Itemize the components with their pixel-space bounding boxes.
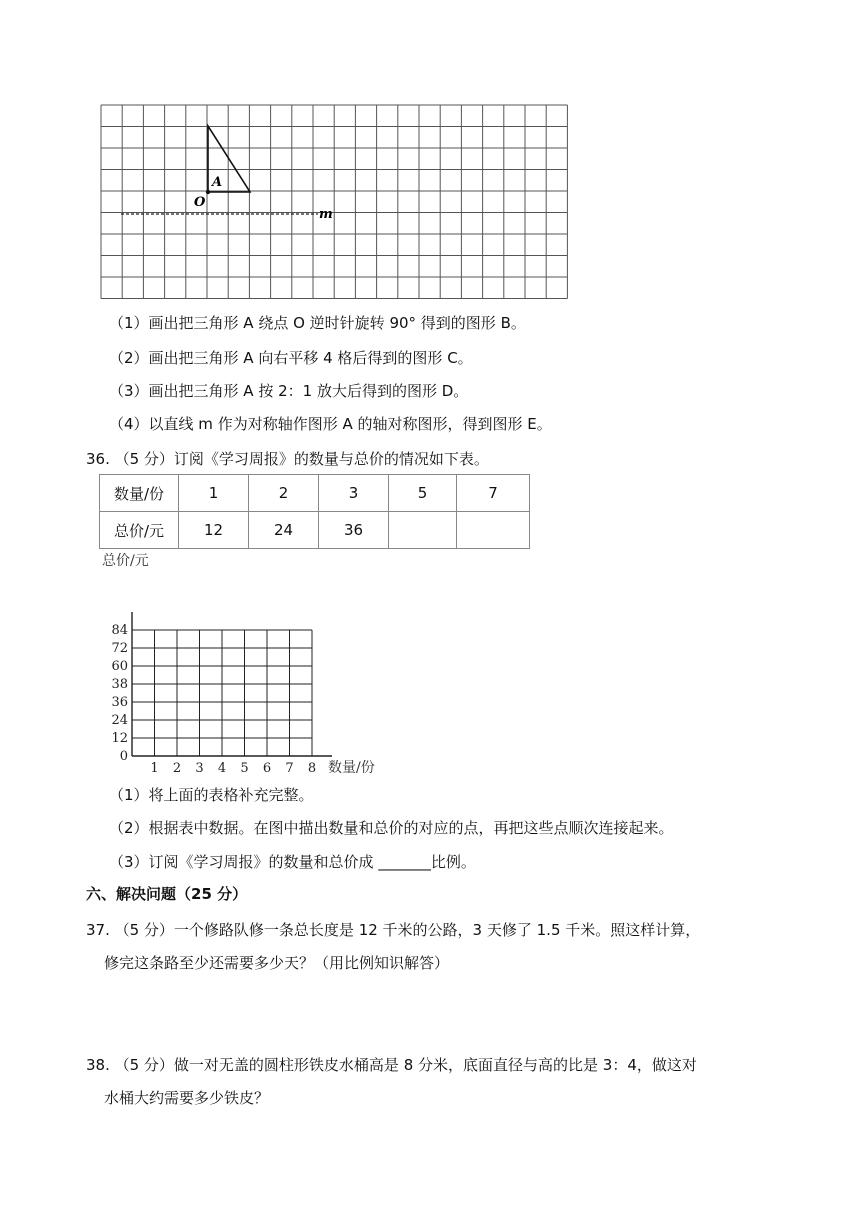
table-row — [100, 475, 530, 512]
y-tick-label: 84 — [111, 623, 128, 638]
q35-item-4: （4）以直线 m 作为对称轴作图形 A 的轴对称图形，得到图形 E。 — [109, 415, 552, 433]
transformation-grid — [100, 104, 572, 304]
q38-line-1: 38. （5 分）做一对无盖的圆柱形铁皮水桶高是 8 分米，底面直径与高的比是 3：4，做这对 — [86, 1056, 697, 1074]
y-tick-label: 24 — [111, 713, 128, 728]
q36-title: 36. （5 分）订阅《学习周报》的数量与总价的情况如下表。 — [86, 450, 489, 468]
origin-label: O — [194, 195, 206, 210]
q35-item-3: （3）画出把三角形 A 按 2：1 放大后得到的图形 D。 — [109, 382, 469, 400]
chart-y-label: 总价/元 — [102, 553, 149, 569]
table-row — [100, 512, 530, 549]
blank-cell[interactable] — [457, 512, 530, 549]
q38-line-2: 水桶大约需要多少铁皮？ — [104, 1089, 270, 1107]
row-label-price: 总价/元 — [100, 512, 179, 549]
y-tick-label: 0 — [119, 749, 128, 764]
triangle-a-label: A — [212, 175, 223, 190]
table-cell: 2 — [249, 475, 319, 512]
table-cell: 1 — [179, 475, 249, 512]
row-label-quantity: 数量/份 — [100, 475, 179, 512]
table-cell: 7 — [457, 475, 530, 512]
x-tick-label: 3 — [195, 761, 204, 776]
x-tick-label: 5 — [240, 761, 249, 776]
x-tick-label: 6 — [262, 761, 272, 776]
q35-item-2: （2）画出把三角形 A 向右平移 4 格后得到的图形 C。 — [109, 349, 473, 367]
q36-item-1: （1）将上面的表格补充完整。 — [109, 786, 314, 804]
quantity-price-table — [99, 474, 530, 549]
q36-item-2: （2）根据表中数据。在图中描出数量和总价的对应的点，再把这些点顺次连接起来。 — [109, 819, 674, 837]
point-o — [206, 190, 210, 194]
table-cell: 5 — [389, 475, 457, 512]
y-tick-label: 36 — [111, 695, 128, 710]
blank-cell[interactable] — [389, 512, 457, 549]
q37-line-2: 修完这条路至少还需要多少天？（用比例知识解答） — [104, 954, 450, 972]
x-tick-label: 4 — [217, 761, 227, 776]
y-tick-label: 12 — [111, 731, 128, 746]
line-m-label: m — [319, 207, 333, 222]
y-tick-label: 72 — [111, 641, 128, 656]
q36-item-3: （3）订阅《学习周报》的数量和总价成 _______比例。 — [109, 853, 476, 871]
x-tick-label: 2 — [172, 761, 182, 776]
y-tick-label: 60 — [111, 659, 128, 674]
table-cell: 24 — [249, 512, 319, 549]
x-tick-label: 7 — [285, 761, 294, 776]
table-cell: 12 — [179, 512, 249, 549]
section-heading: 六、解决问题（25 分） — [86, 885, 248, 903]
q35-item-1: （1）画出把三角形 A 绕点 O 逆时针旋转 90° 得到的图形 B。 — [109, 314, 526, 332]
x-tick-label: 8 — [307, 761, 317, 776]
chart-x-label: 数量/份 — [328, 760, 375, 776]
table-cell: 36 — [319, 512, 389, 549]
price-chart — [96, 550, 396, 780]
x-tick-label: 1 — [150, 761, 159, 776]
y-tick-label: 38 — [111, 677, 128, 692]
table-cell: 3 — [319, 475, 389, 512]
q37-line-1: 37. （5 分）一个修路队修一条总长度是 12 千米的公路，3 天修了 1.5 千米。照这样计算， — [86, 921, 701, 939]
